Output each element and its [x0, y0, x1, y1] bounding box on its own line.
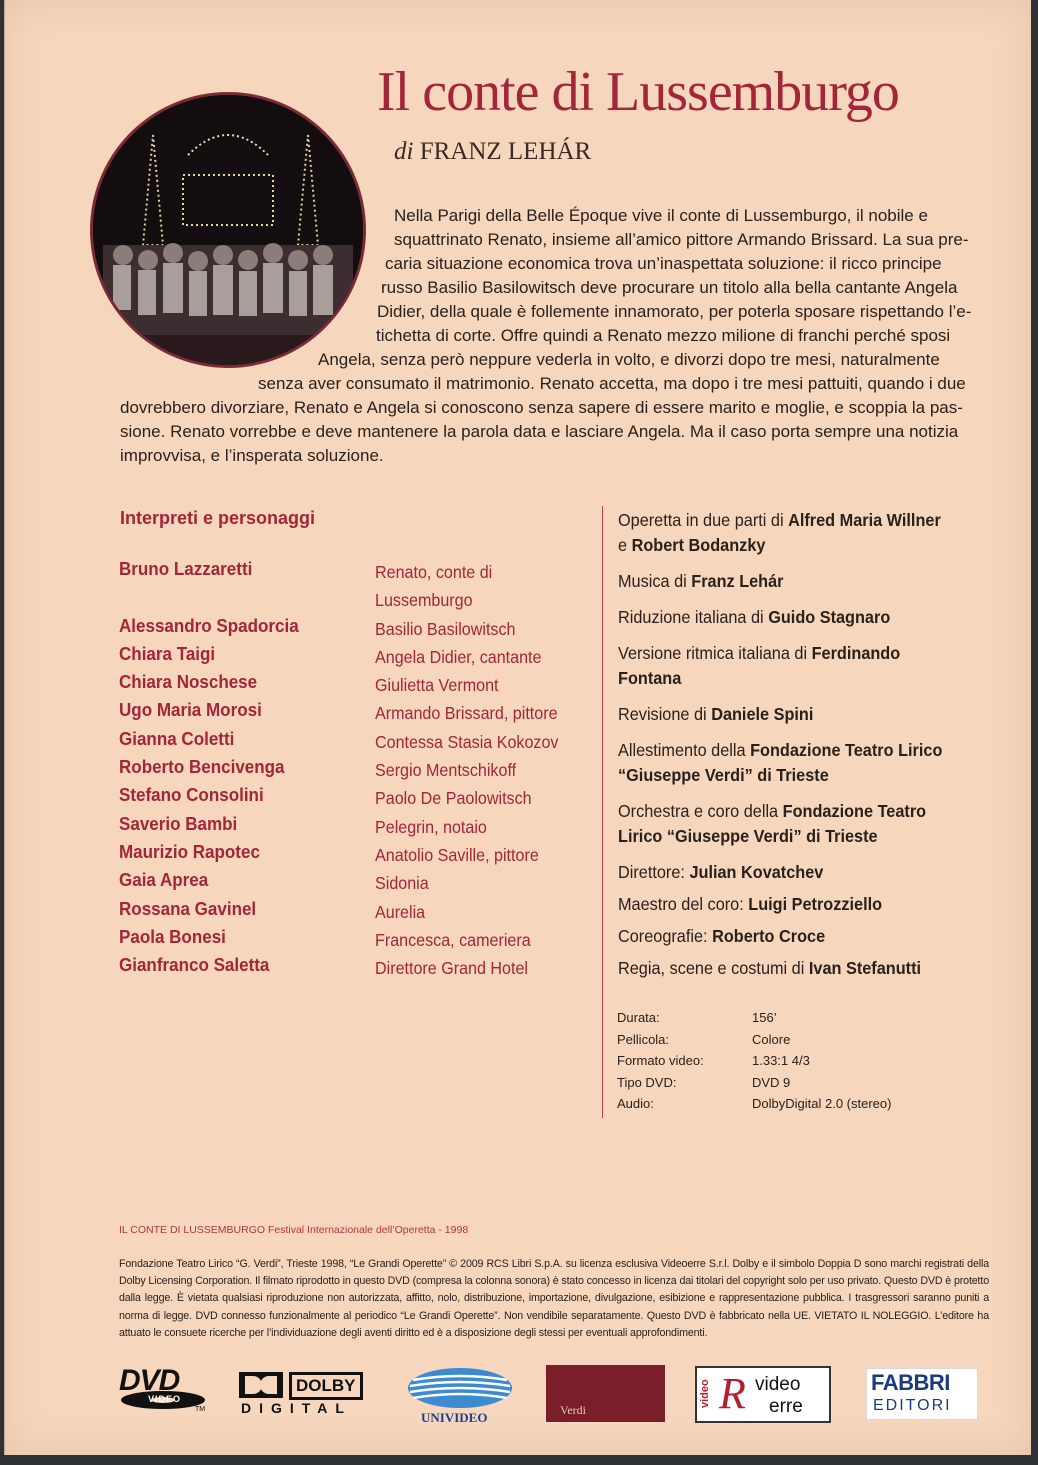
- cast-row: [119, 756, 579, 784]
- synopsis-line: Nella Parigi della Belle Époque vive il conte di Lussemburgo, il nobile e: [394, 206, 928, 225]
- cast-heading: Interpreti e personaggi: [120, 508, 316, 528]
- credit-label: Coreografie:: [618, 926, 713, 946]
- credit-entry: [618, 508, 1009, 558]
- legal-notice: Fondazione Teatro Lirico “G. Verdi”, Trieste 1998, “Le Grandi Operette” © 2009 RCS Libri S.p.A. su licenza esclusiva Videoerre S.r.l. Dolby e il simbolo Doppia D sono marchi registrati della Dolby Licensing Corporation. Il filmato riprodotto in questo DVD (compresa la colonna sonora) è stato concesso in licenza dai titolari del copyright solo per uso privato. Questo DVD è protetto dalla legge. È vietata qualsiasi riproduzione non autorizzata, affitto, nolo, distribuzione, importazione, divulgazione, esibizione e rappresentazione pubblica. I trasgressori saranno puniti a norma di legge. DVD connesso funzionalmente al periodico “Le Grandi Operette”. Non vendibile separatamente. Questo DVD è fabbricato nella UE. VIETATO IL NOLEGGIO. L’editore ha attuato le consuete ricerche per l’individuazione degli aventi diritto ed è a disposizione degli stessi per eventuali approfondimenti.: [119, 1258, 989, 1339]
- teatro-verdi-logo: [546, 1365, 665, 1422]
- festival-credit: IL CONTE DI LUSSEMBURGO Festival Internazionale dell’Operetta - 1998: [119, 1224, 469, 1236]
- fabbri-editori-logo: [866, 1368, 978, 1420]
- credit-name: Daniele Spini: [711, 704, 814, 724]
- spec-label: Tipo DVD:: [617, 1074, 677, 1090]
- composer-byline: [394, 138, 591, 166]
- spec-label: Durata:: [617, 1010, 660, 1025]
- actor-name: Gianfranco Saletta: [119, 954, 270, 976]
- cast-row: [119, 954, 579, 982]
- actor-name: Maurizio Rapotec: [119, 840, 260, 862]
- credit-entry: [618, 799, 948, 849]
- dvd-logo-tm: TM: [195, 1406, 206, 1413]
- spec-value: 156’: [752, 1010, 777, 1025]
- cast-row: [119, 841, 579, 869]
- synopsis-line: Didier, della quale è follemente innamorato, per poterla sposare rispettando l’e-: [377, 302, 972, 321]
- dvd-logo-sub: VIDEO: [148, 1394, 182, 1404]
- credit-label: Allestimento della: [618, 740, 751, 760]
- credit-label: Operetta in due parti di: [618, 510, 789, 530]
- actor-name: Gaia Aprea: [119, 869, 209, 891]
- production-credits: [618, 508, 1018, 992]
- character-role: Sergio Mentschikoff: [375, 760, 517, 781]
- spec-label: Formato video:: [617, 1053, 704, 1068]
- credit-entry: [618, 924, 1009, 949]
- credit-entry: [618, 860, 1009, 885]
- videoerre-logo-side: video: [699, 1379, 711, 1408]
- actor-name: Chiara Noschese: [119, 671, 258, 693]
- cast-row: [119, 784, 579, 812]
- spec-row: [617, 1075, 997, 1097]
- credit-name: Franz Lehár: [691, 571, 784, 591]
- credit-name: Roberto Croce: [712, 926, 826, 946]
- videoerre-logo-letter: R: [719, 1369, 746, 1418]
- credit-entry: [618, 605, 1009, 630]
- credit-name: Fondazione Teatro Lirico “Giuseppe Verdi” di Trieste: [618, 740, 943, 785]
- credit-label: Regia, scene e costumi di: [618, 958, 809, 978]
- cast-row: [119, 898, 579, 926]
- credit-label: Versione ritmica italiana di: [618, 643, 812, 663]
- fabbri-logo-bottom: EDITORI: [873, 1397, 952, 1414]
- character-role: Angela Didier, cantante: [375, 646, 542, 667]
- videoerre-logo: [695, 1366, 831, 1423]
- credit-label: Riduzione italiana di: [618, 607, 769, 627]
- credit-label: Musica di: [618, 571, 692, 591]
- character-role: Basilio Basilowitsch: [375, 618, 516, 639]
- spec-label: Audio:: [617, 1096, 654, 1111]
- synopsis-line: improvvisa, e l’insperata soluzione.: [120, 446, 384, 465]
- character-role: Sidonia: [375, 873, 429, 894]
- credit-entry: [618, 641, 925, 691]
- credit-name: Ivan Stefanutti: [808, 958, 922, 978]
- credit-name: Alfred Maria Willner: [788, 510, 941, 530]
- dvd-back-cover: [4, 0, 1031, 1455]
- character-role: Anatolio Saville, pittore: [375, 844, 539, 865]
- actor-name: Saverio Bambi: [119, 812, 238, 834]
- credit-name: Fondazione Teatro Lirico “Giuseppe Verdi” di Trieste: [618, 801, 927, 846]
- character-role: Giulietta Vermont: [375, 675, 499, 696]
- videoerre-logo-bottom: erre: [769, 1396, 803, 1417]
- dolby-logo-sub: DIGITAL: [241, 1400, 352, 1416]
- cast-row: [119, 671, 579, 699]
- verdi-logo-text: Verdi: [560, 1403, 586, 1417]
- technical-specs: [617, 1010, 997, 1118]
- actor-name: Chiara Taigi: [119, 642, 216, 664]
- dvd-logo-text: DVD: [119, 1364, 180, 1397]
- credit-name: Luigi Petrozziello: [748, 894, 883, 914]
- cast-row: [119, 926, 579, 954]
- credit-name: Robert Bodanzky: [631, 535, 766, 555]
- credit-entry: [618, 892, 1009, 917]
- credit-entry: [618, 738, 967, 788]
- synopsis-line: tichetta di corte. Offre quindi a Renato mezzo milione di franchi perché sposi: [376, 326, 951, 345]
- synopsis-line: sione. Renato vorrebbe e deve mantenere la parola data e lasciare Angela. Ma il caso porta sempre una notizia: [120, 422, 959, 441]
- byline-prefix: di: [394, 138, 414, 165]
- page-title: Il conte di Lussemburgo: [377, 61, 899, 123]
- column-divider: [602, 506, 603, 1118]
- actor-name: Rossana Gavinel: [119, 897, 257, 919]
- cast-row: [119, 558, 579, 615]
- actor-name: Gianna Coletti: [119, 727, 235, 749]
- cast-row: [119, 869, 579, 897]
- credit-label: Orchestra e coro della: [618, 801, 783, 821]
- dolby-digital-logo: [239, 1370, 369, 1414]
- videoerre-logo-top: video: [755, 1374, 801, 1395]
- spec-row: [617, 1096, 997, 1118]
- synopsis-line: squattrinato Renato, insieme all’amico pittore Armando Brissard. La sua pre-: [394, 230, 969, 249]
- credit-label: Maestro del coro:: [618, 894, 749, 914]
- stage-photo: [90, 92, 366, 368]
- character-role: Renato, conte di Lussemburgo: [375, 562, 493, 610]
- credit-entry: [618, 956, 1009, 981]
- actor-name: Alessandro Spadorcia: [119, 614, 299, 636]
- synopsis-line: dovrebbero divorziare, Renato e Angela si conoscono senza sapere di essere marito e moglie, e scoppia la pas-: [120, 398, 963, 417]
- cast-row: [119, 728, 579, 756]
- univideo-logo-text: UNIVIDEO: [421, 1410, 488, 1425]
- credit-entry: [618, 702, 1009, 727]
- actor-name: Paola Bonesi: [119, 925, 226, 947]
- character-role: Paolo De Paolowitsch: [375, 788, 532, 809]
- synopsis-line: senza aver consumato il matrimonio. Renato accetta, ma dopo i tre mesi pattuiti, quando i due: [258, 374, 966, 393]
- character-role: Aurelia: [375, 901, 426, 922]
- dolby-logo-text: DOLBY: [289, 1372, 363, 1400]
- actor-name: Stefano Consolini: [119, 784, 264, 806]
- composer-name: FRANZ LEHÁR: [419, 138, 592, 165]
- character-role: Francesca, cameriera: [375, 929, 531, 950]
- cast-list: [119, 558, 579, 982]
- actor-name: Bruno Lazzaretti: [119, 558, 253, 579]
- synopsis-line: Angela, senza però neppure vederla in volto, e divorzi dopo tre mesi, naturalmente: [318, 350, 940, 369]
- credit-name: Guido Stagnaro: [768, 607, 891, 627]
- spec-row: [617, 1032, 997, 1054]
- cast-row: [119, 699, 579, 727]
- credit-name: Julian Kovatchev: [689, 862, 824, 882]
- cast-row: [119, 813, 579, 841]
- character-role: Armando Brissard, pittore: [375, 703, 558, 724]
- credit-conjunction: e: [618, 535, 632, 555]
- actor-name: Roberto Bencivenga: [119, 756, 285, 778]
- cast-row: [119, 643, 579, 671]
- synopsis-line: russo Basilio Basilowitsch deve procurare un titolo alla bella cantante Angela: [381, 278, 958, 297]
- dvd-video-logo: [117, 1364, 215, 1416]
- spec-row: [617, 1010, 997, 1032]
- spec-value: Colore: [752, 1031, 791, 1047]
- spec-value: DVD 9: [752, 1074, 791, 1090]
- stage-photo-illustration: [93, 95, 363, 365]
- spec-value: DolbyDigital 2.0 (stereo): [752, 1096, 892, 1111]
- spec-row: [617, 1053, 997, 1075]
- spec-value: 1.33:1 4/3: [752, 1053, 810, 1068]
- credit-label: Direttore:: [618, 862, 690, 882]
- spec-label: Pellicola:: [617, 1031, 670, 1047]
- synopsis-line: caria situazione economica trova un’inaspettata soluzione: il ricco principe: [385, 254, 942, 273]
- fabbri-logo-top: FABBRI: [871, 1370, 950, 1395]
- credit-entry: [618, 569, 1009, 594]
- character-role: Contessa Stasia Kokozov: [375, 731, 559, 752]
- actor-name: Ugo Maria Morosi: [119, 699, 262, 721]
- univideo-logo: [405, 1366, 515, 1426]
- credit-name: Ferdinando Fontana: [618, 643, 901, 688]
- cast-row: [119, 615, 579, 643]
- character-role: Direttore Grand Hotel: [375, 958, 529, 979]
- character-role: Pelegrin, notaio: [375, 816, 487, 837]
- credit-label: Revisione di: [618, 704, 712, 724]
